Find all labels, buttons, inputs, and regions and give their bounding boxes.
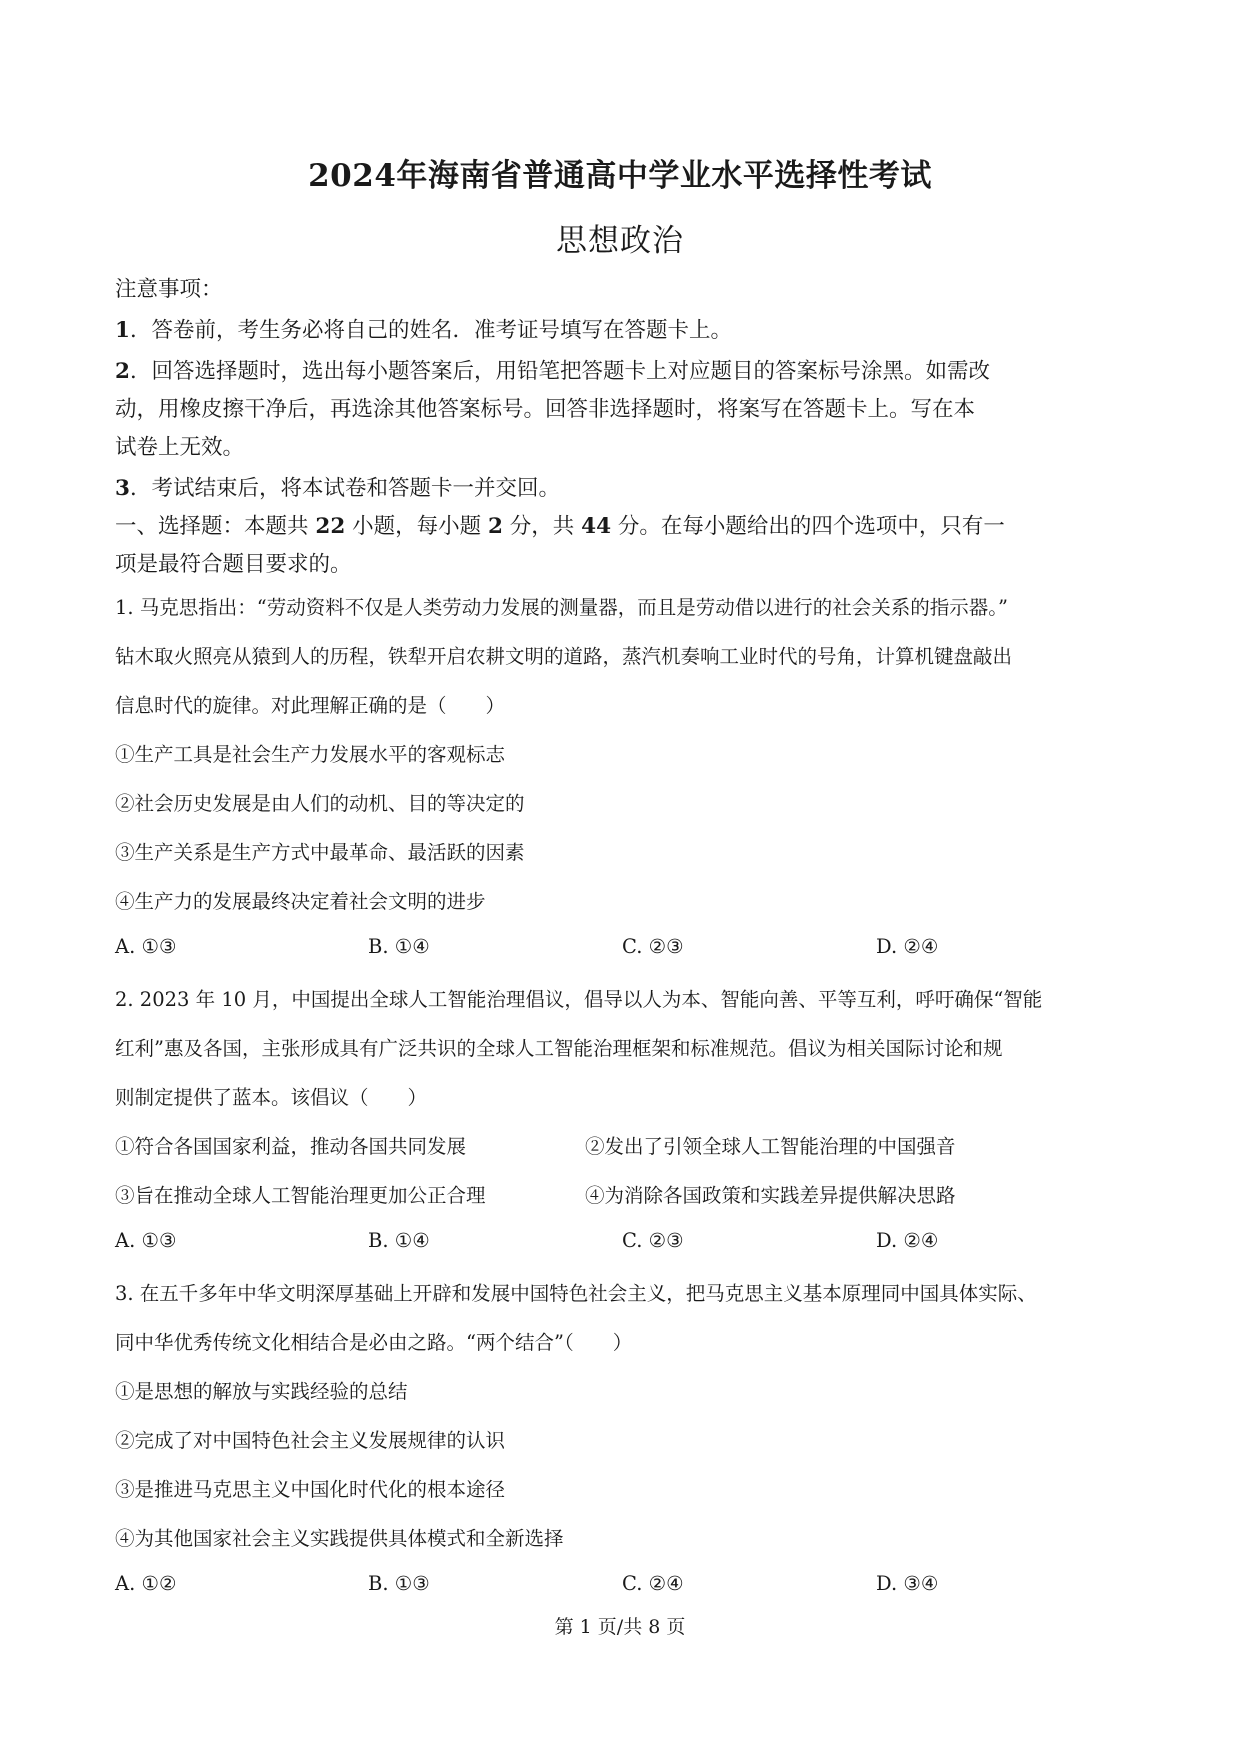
section-mid1: 小题，每小题	[352, 514, 482, 539]
notice-item-2-cont-2: 试卷上无效。	[115, 435, 245, 460]
notice-item-2-text: ．回答选择题时，选出每小题答案后，用铅笔把答题卡上对应题目的答案标号涂黑。如需改	[129, 359, 990, 384]
notice-item-2-cont-1: 动，用橡皮擦干净后，再选涂其他答案标号。回答非选择题时，将案写在答题卡上。写在本	[115, 397, 976, 422]
q1-statement-3: ③生产关系是生产方式中最革命、最活跃的因素	[115, 841, 525, 864]
exam-title: 2024年海南省普通高中学业水平选择性考试	[308, 158, 932, 194]
q2-statement-1: ①符合各国国家利益，推动各国共同发展	[115, 1135, 467, 1158]
q3-stem-line-1: 3. 在五千多年中华文明深厚基础上开辟和发展中国特色社会主义，把马克思主义基本原理同中国具体实际、	[115, 1282, 1037, 1305]
section-prefix: 一、选择题：本题共	[115, 514, 309, 539]
q2-option-b: B. ①④	[368, 1229, 430, 1252]
notice-heading: 注意事项：	[115, 277, 223, 302]
q3-stem-line-2: 同中华优秀传统文化相结合是必由之路。“两个结合”（ ）	[115, 1331, 633, 1354]
notice-item-3	[115, 471, 1135, 502]
section-points: 2	[487, 514, 503, 539]
notice-item-1-num: 1	[115, 318, 130, 343]
q2-stem-line-2: 红利”惠及各国，主张形成具有广泛共识的全球人工智能治理框架和标准规范。倡议为相关国际讨论和规	[115, 1037, 1003, 1060]
q1-statement-1: ①生产工具是社会生产力发展水平的客观标志	[115, 743, 506, 766]
page-number: 第 1 页/共 8 页	[554, 1616, 686, 1638]
section-total: 44	[581, 514, 612, 539]
q3-option-a: A. ①②	[115, 1572, 177, 1595]
q3-option-c: C. ②④	[622, 1572, 684, 1595]
section-count: 22	[315, 514, 346, 539]
q1-option-d: D. ②④	[876, 935, 939, 958]
section-mid2: 分，共	[509, 514, 575, 539]
section-heading	[115, 509, 1135, 540]
q1-statement-2: ②社会历史发展是由人们的动机、目的等决定的	[115, 792, 525, 815]
q3-statement-1: ①是思想的解放与实践经验的总结	[115, 1380, 408, 1403]
q1-stem-line-1: 1. 马克思指出：“劳动资料不仅是人类劳动力发展的测量器，而且是劳动借以进行的社会关系的指示器。”	[115, 596, 1008, 619]
q2-statement-2: ②发出了引领全球人工智能治理的中国强音	[585, 1135, 956, 1158]
notice-item-2	[115, 354, 1135, 385]
section-suffix: 分。在每小题给出的四个选项中，只有一	[617, 514, 1005, 539]
notice-item-2-num: 2	[115, 359, 130, 384]
q2-option-c: C. ②③	[622, 1229, 684, 1252]
q3-option-b: B. ①③	[368, 1572, 430, 1595]
section-heading-line2: 项是最符合题目要求的。	[115, 552, 352, 577]
exam-subject: 思想政治	[556, 223, 684, 259]
q1-stem-line-3: 信息时代的旋律。对此理解正确的是（ ）	[115, 694, 506, 717]
notice-item-3-num: 3	[115, 476, 130, 501]
q1-option-b: B. ①④	[368, 935, 430, 958]
q3-option-d: D. ③④	[876, 1572, 939, 1595]
q1-option-c: C. ②③	[622, 935, 684, 958]
q2-stem-line-1: 2. 2023 年 10 月，中国提出全球人工智能治理倡议，倡导以人为本、智能向善、平等互利，呼吁确保“智能	[115, 988, 1043, 1011]
q3-statement-4: ④为其他国家社会主义实践提供具体模式和全新选择	[115, 1527, 564, 1550]
notice-item-1	[115, 313, 1135, 344]
q3-statement-3: ③是推进马克思主义中国化时代化的根本途径	[115, 1478, 506, 1501]
q2-option-a: A. ①③	[115, 1229, 177, 1252]
q2-statement-3: ③旨在推动全球人工智能治理更加公正合理	[115, 1184, 486, 1207]
q2-statement-4: ④为消除各国政策和实践差异提供解决思路	[585, 1184, 956, 1207]
q3-statement-2: ②完成了对中国特色社会主义发展规律的认识	[115, 1429, 506, 1452]
q1-option-a: A. ①③	[115, 935, 177, 958]
q1-statement-4: ④生产力的发展最终决定着社会文明的进步	[115, 890, 486, 913]
q2-option-d: D. ②④	[876, 1229, 939, 1252]
q2-stem-line-3: 则制定提供了蓝本。该倡议（ ）	[115, 1086, 428, 1109]
notice-item-1-text: ．答卷前，考生务必将自己的姓名．准考证号填写在答题卡上。	[129, 318, 732, 343]
q1-stem-line-2: 钻木取火照亮从猿到人的历程，铁犁开启农耕文明的道路，蒸汽机奏响工业时代的号角，计算机键盘敲出	[115, 645, 1013, 668]
notice-item-3-text: ．考试结束后，将本试卷和答题卡一并交回。	[129, 476, 560, 501]
